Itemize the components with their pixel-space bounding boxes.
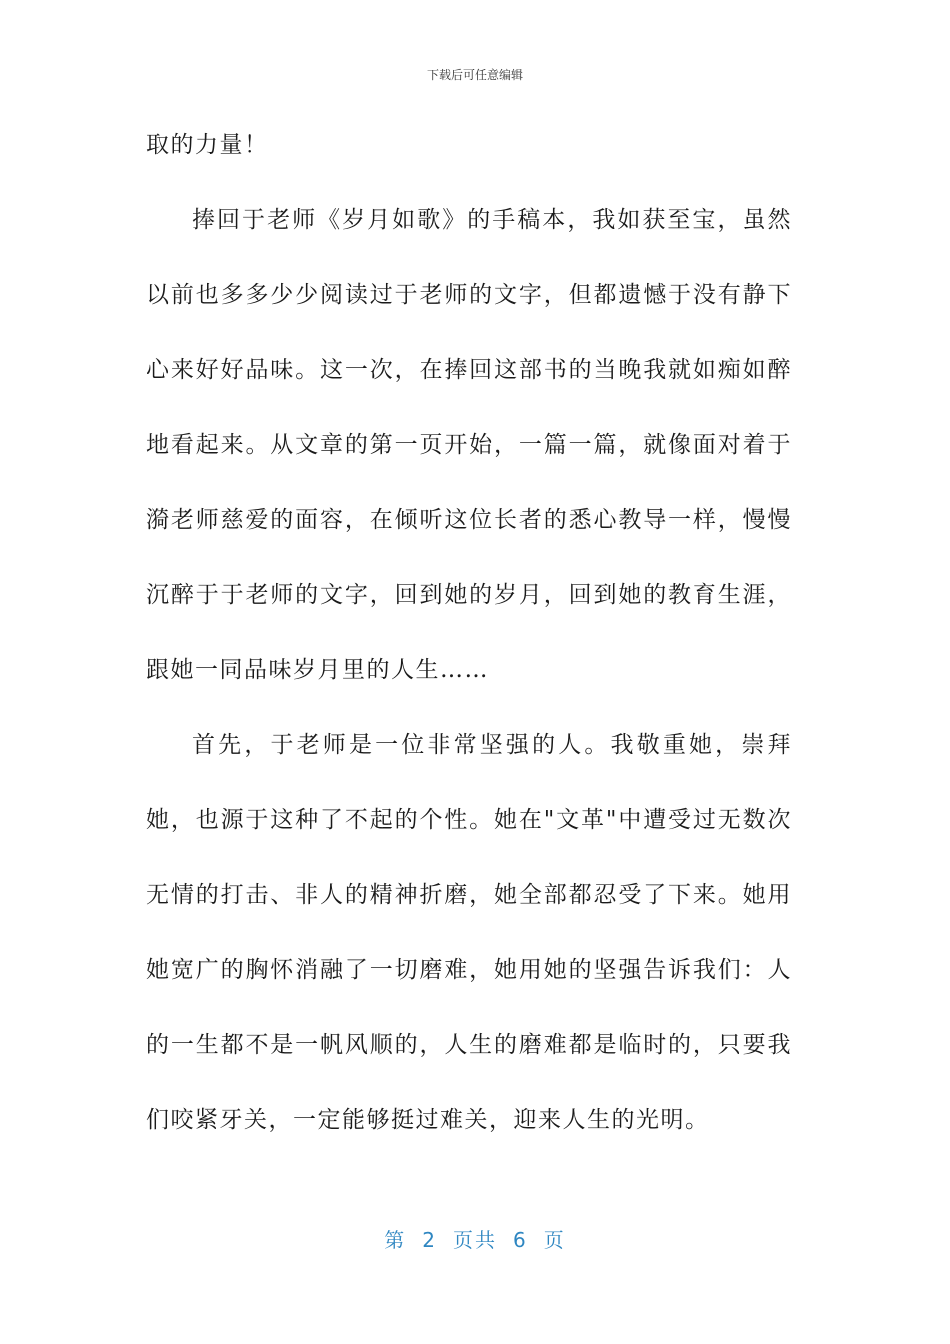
footer-middle: 页共 xyxy=(453,1228,497,1252)
total-pages-number: 6 xyxy=(513,1228,528,1252)
footer-suffix: 页 xyxy=(543,1228,566,1252)
current-page-number: 2 xyxy=(422,1228,437,1252)
paragraph-continuation: 取的力量！ xyxy=(146,132,269,158)
paragraph-strength: 首先，于老师是一位非常坚强的人。我敬重她，崇拜她，也源于这种了不起的个性。她在"文革"中遭受过无数次无情的打击、非人的精神折磨，她全部都忍受了下来。她用她宽广的胸怀消融了一切磨难，她用她的坚强告诉我们：人的一生都不是一帆风顺的，人生的磨难都是临时的，只要我们咬紧牙关，一定能够挺过难关，迎来人生的光明。 xyxy=(146,732,792,1133)
footer-prefix: 第 xyxy=(384,1228,407,1252)
page-footer xyxy=(0,1224,950,1253)
header-note: 下载后可任意编辑 xyxy=(426,68,523,82)
paragraph-manuscript: 捧回于老师《岁月如歌》的手稿本，我如获至宝，虽然以前也多多少少阅读过于老师的文字，但都遗憾于没有静下心来好好品味。这一次，在捧回这部书的当晚我就如痴如醉地看起来。从文章的第一页开始，一篇一篇，就像面对着于漪老师慈爱的面容，在倾听这位长者的悉心教导一样，慢慢沉醉于于老师的文字，回到她的岁月，回到她的教育生涯，跟她一同品味岁月里的人生…… xyxy=(146,207,792,683)
document-body xyxy=(146,108,792,1158)
